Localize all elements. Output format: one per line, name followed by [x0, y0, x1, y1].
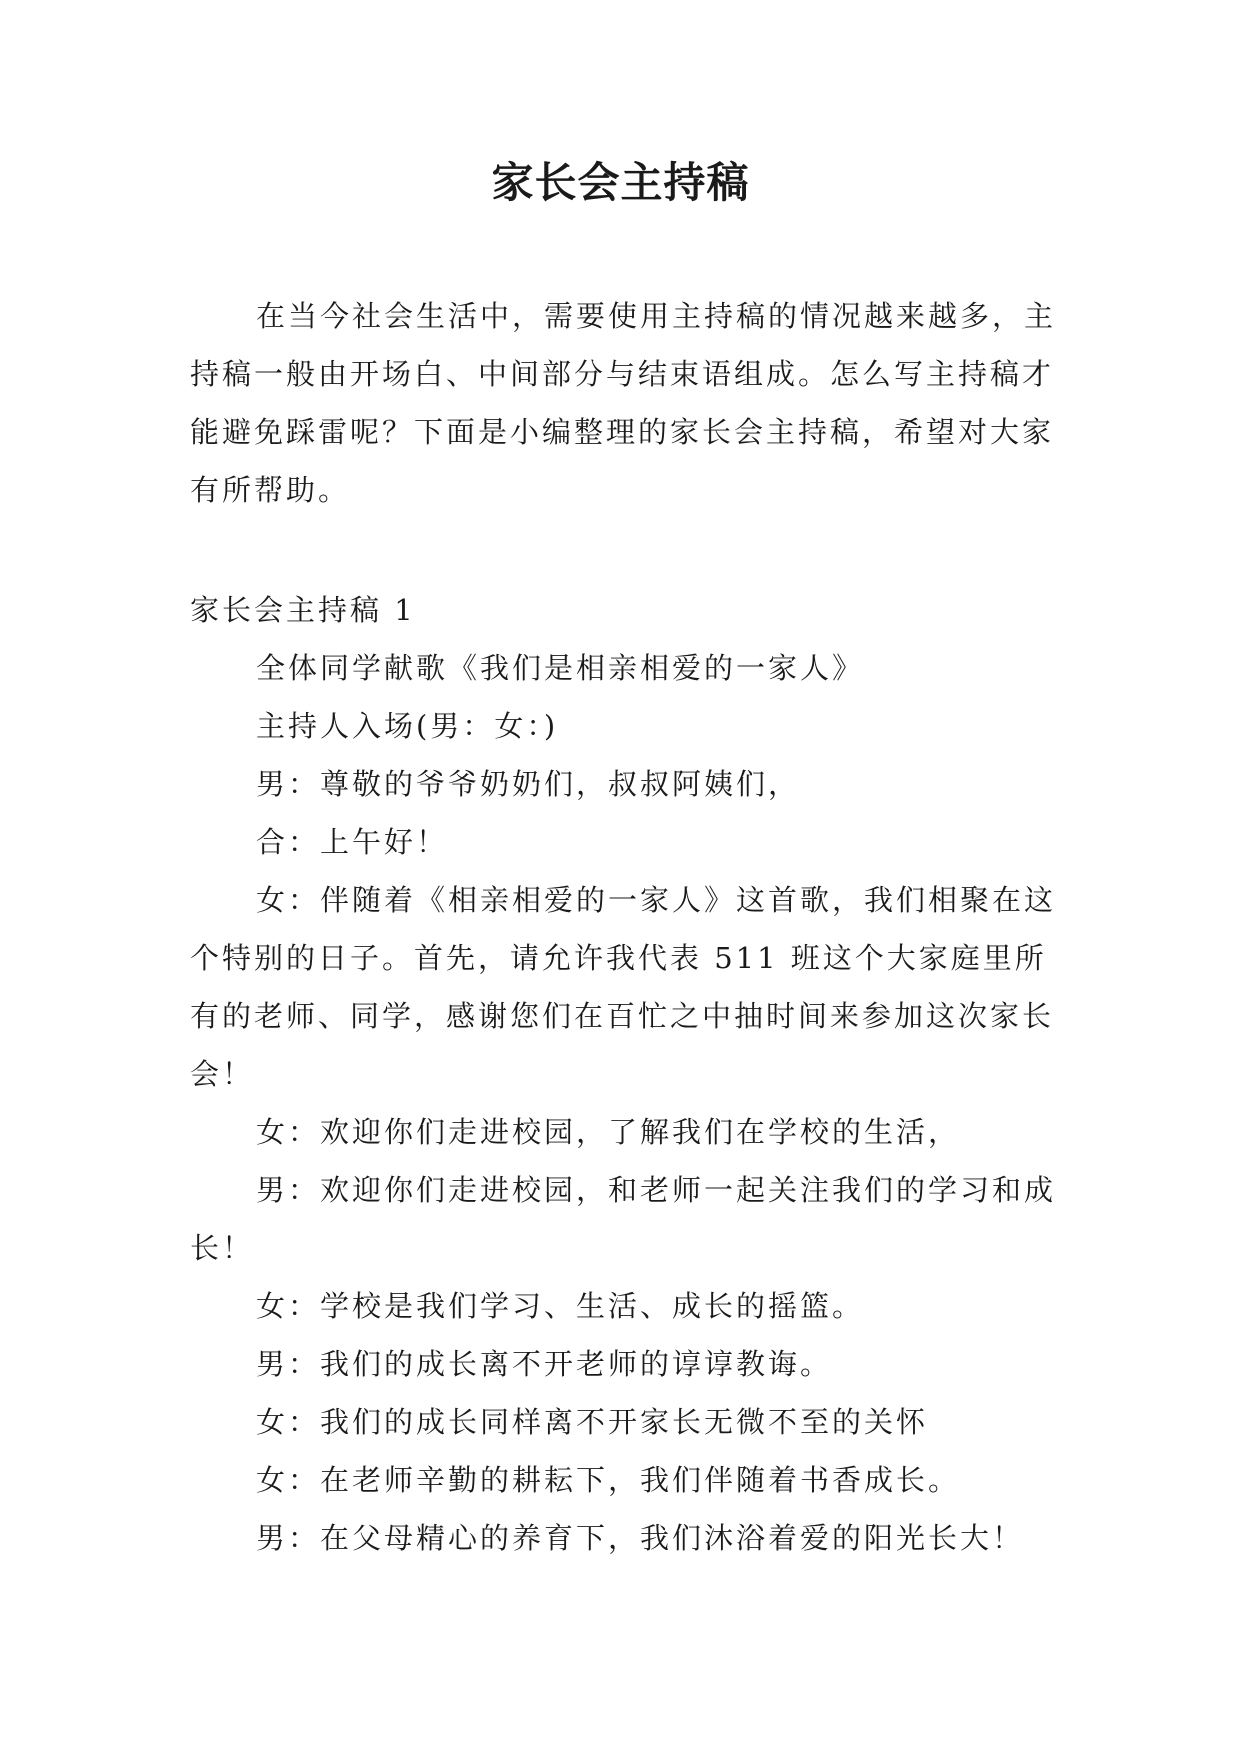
intro-paragraph: 在当今社会生活中，需要使用主持稿的情况越来越多，主持稿一般由开场白、中间部分与结束语组成。怎么写主持稿才能避免踩雷呢？下面是小编整理的家长会主持稿，希望对大家有所帮助。 [190, 299, 1057, 507]
intro-block [190, 287, 1066, 519]
script-line: 男：在父母精心的养育下，我们沐浴着爱的阳光长大！ [256, 1521, 1025, 1555]
script-line: 女：伴随着《相亲相爱的一家人》这首歌，我们相聚在这个特别的日子。首先，请允许我代表 511 班这个大家庭里所有的老师、同学，感谢您们在百忙之中抽时间来参加这次家长会！ [190, 883, 1057, 1091]
script-line: 女：我们的成长同样离不开家长无微不至的关怀 [256, 1405, 929, 1439]
script-line: 合：上午好！ [256, 825, 449, 859]
script-line: 男：欢迎你们走进校园，和老师一起关注我们的学习和成长！ [190, 1173, 1057, 1265]
script-line: 女：学校是我们学习、生活、成长的摇篮。 [256, 1289, 865, 1323]
section-heading: 家长会主持稿 1 [190, 593, 416, 627]
script-line: 主持人入场(男：女：) [256, 709, 559, 743]
script-line: 全体同学献歌《我们是相亲相爱的一家人》 [256, 651, 865, 685]
section-block [190, 581, 1066, 1567]
script-line: 女：在老师辛勤的耕耘下，我们伴随着书香成长。 [256, 1463, 961, 1497]
script-line: 女：欢迎你们走进校园，了解我们在学校的生活， [256, 1115, 961, 1149]
script-line: 男：尊敬的爷爷奶奶们，叔叔阿姨们， [256, 767, 801, 801]
document-title: 家长会主持稿 [491, 158, 750, 207]
script-line: 男：我们的成长离不开老师的谆谆教诲。 [256, 1347, 833, 1381]
